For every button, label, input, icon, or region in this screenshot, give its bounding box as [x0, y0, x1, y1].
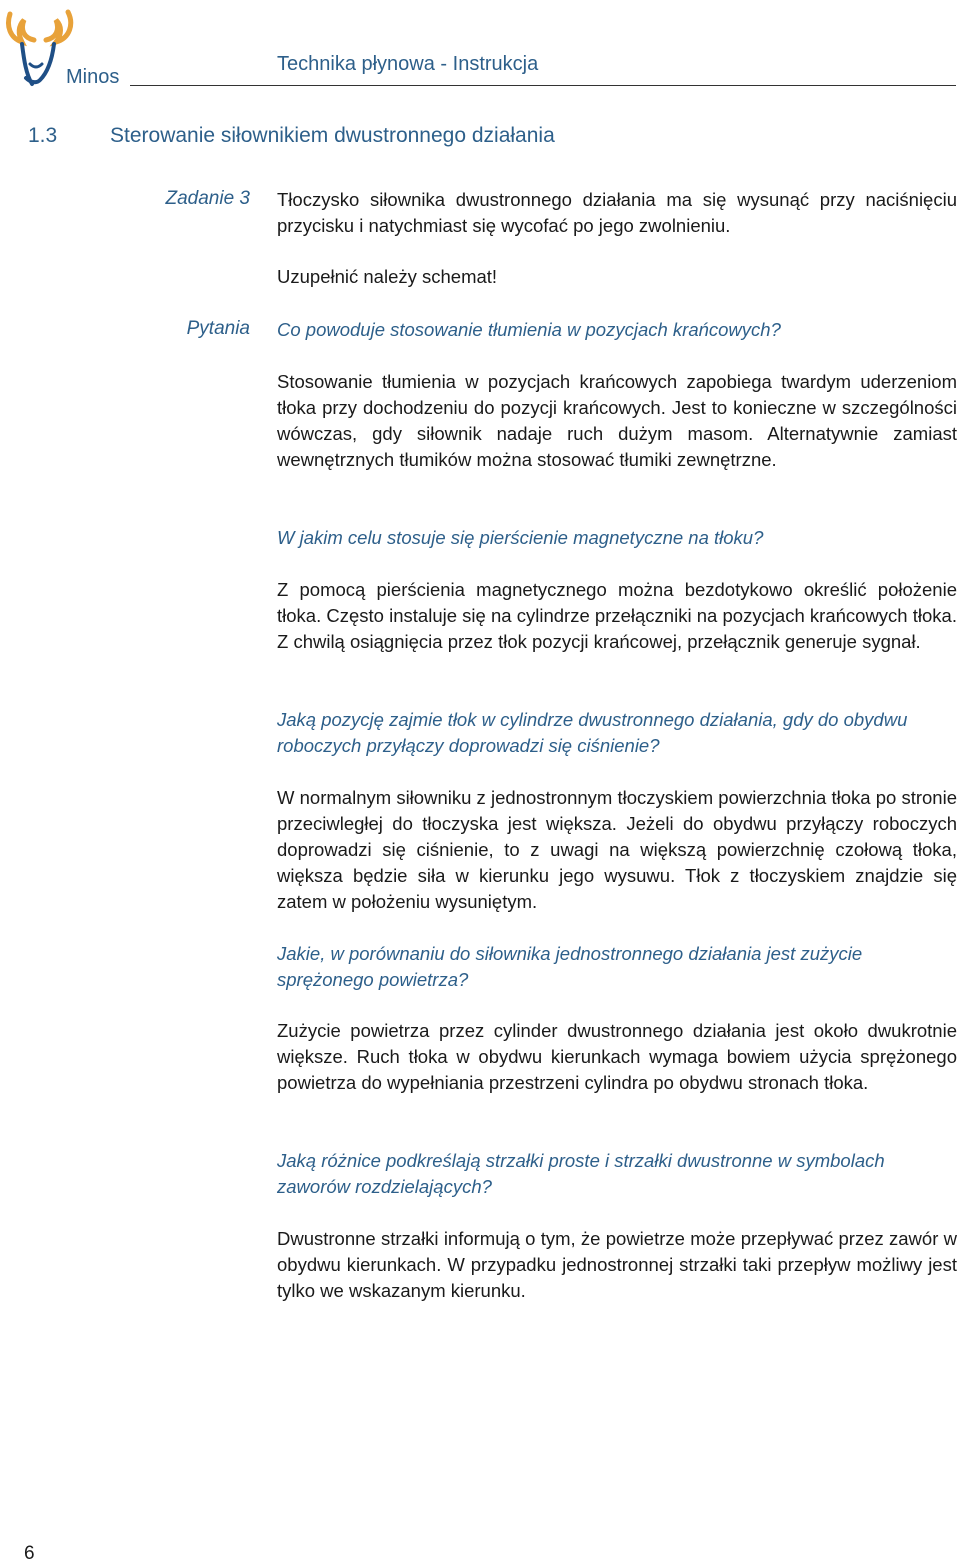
question-text: Jaką pozycję zajmie tłok w cylindrze dwustronnego działania, gdy do obydwu roboczych przyłączy doprowadzi się ciśnienie? [277, 709, 908, 756]
document-title: Technika płynowa - Instrukcja [277, 53, 539, 75]
task-instruction: Uzupełnić należy schemat! [277, 266, 498, 287]
answer-3 [277, 785, 957, 915]
answer-text: Stosowanie tłumienia w pozycjach krańcowych zapobiega twardym uderzeniom tłoka przy dochodzeniu do pozycji krańcowych. Jest to konieczne w szczególności wówczas, gdy siłownik nadaje ruch dużym masom. Alternatywnie zamiast wewnętrznych tłumików można stosować tłumiki zewnętrzne. [277, 371, 957, 470]
task-instruction-block [277, 264, 957, 290]
answer-text: Z pomocą pierścienia magnetycznego można bezdotykowo określić położenie tłoka. Często instaluje się na cylindrze przełączniki na pozycjach krańcowych tłoka. Z chwilą osiągnięcia przez tłok pozycji krańcowej, przełącznik generuje sygnał. [277, 579, 957, 652]
answer-2 [277, 577, 957, 655]
brand-name: Minos [66, 66, 120, 88]
task-block [277, 187, 957, 239]
minos-bull-logo-icon [4, 8, 74, 90]
question-1 [277, 317, 957, 343]
task-label: Zadanie 3 [165, 188, 250, 209]
answer-5 [277, 1226, 957, 1304]
answer-1 [277, 369, 957, 473]
answer-text: Dwustronne strzałki informują o tym, że powietrze może przepływać przez zawór w obydwu kierunkach. W przypadku jednostronnej strzałki taki przepływ możliwy jest tylko we wskazanym kierunku. [277, 1228, 957, 1301]
question-text: Jaką różnice podkreślają strzałki proste i strzałki dwustronne w symbolach zaworów rozdzielających? [277, 1150, 885, 1197]
question-text: W jakim celu stosuje się pierścienie magnetyczne na tłoku? [277, 527, 764, 548]
question-text: Co powoduje stosowanie tłumienia w pozycjach krańcowych? [277, 319, 781, 340]
question-4 [277, 941, 957, 993]
question-2 [277, 525, 957, 551]
header-divider [130, 85, 956, 86]
question-5 [277, 1148, 957, 1200]
page-header [0, 0, 960, 100]
section-number: 1.3 [28, 124, 58, 147]
questions-label: Pytania [186, 318, 250, 339]
answer-text: Zużycie powietrza przez cylinder dwustronnego działania jest około dwukrotnie większe. Ruch tłoka w obydwu kierunkach wymaga bowiem użycia sprężonego powietrza do wypełniania przestrzeni cylindra po obydwu stronach tłoka. [277, 1020, 957, 1093]
page-number: 6 [24, 1543, 35, 1564]
section-title: Sterowanie siłownikiem dwustronnego działania [110, 124, 555, 147]
question-3 [277, 707, 957, 759]
answer-text: W normalnym siłowniku z jednostronnym tłoczyskiem powierzchnia tłoka po stronie przeciwległej do tłoczyska jest większa. Jeżeli do obydwu przyłączy roboczych doprowadzi się ciśnienie, to z uwagi na większą powierzchnię czołową tłoka, większa będzie siła w kierunku jego wysuwu. Tłok z tłoczyskiem znajdzie się zatem w położeniu wysuniętym. [277, 787, 957, 912]
answer-4 [277, 1018, 957, 1096]
task-text: Tłoczysko siłownika dwustronnego działania ma się wysunąć przy naciśnięciu przycisku i natychmiast się wycofać po jego zwolnieniu. [277, 189, 957, 236]
question-text: Jakie, w porównaniu do siłownika jednostronnego działania jest zużycie sprężonego powietrza? [277, 943, 863, 990]
